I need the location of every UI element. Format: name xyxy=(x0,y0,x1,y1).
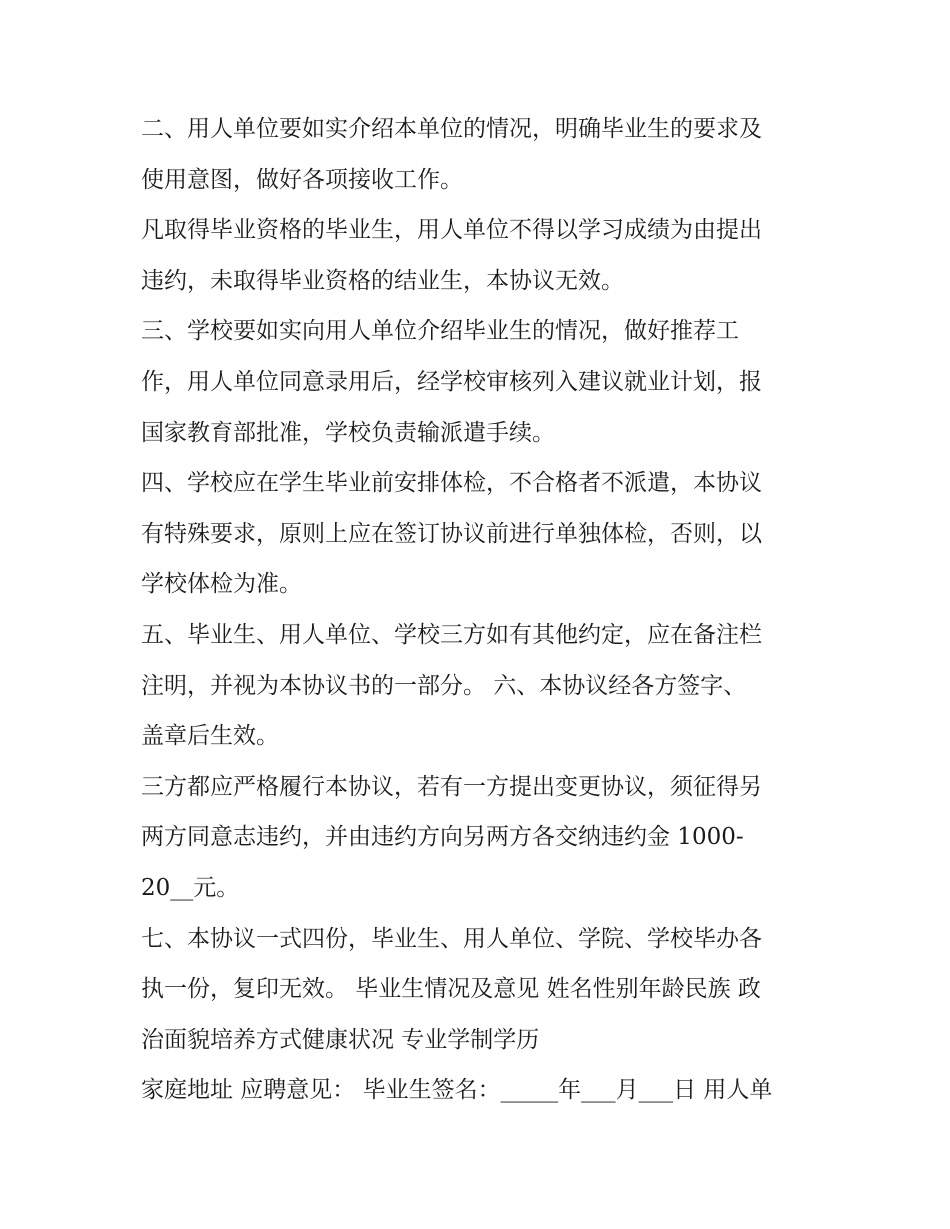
paragraph-copies-and-graduate-info xyxy=(141,914,821,1066)
text-line: 学校体检为准。 xyxy=(141,571,302,598)
text-line: 家庭地址 应聘意见： 毕业生签名：_____年___月___日 用人单 xyxy=(141,1077,773,1104)
paragraph-school-duties xyxy=(141,306,821,458)
text-line: 二、用人单位要如实介绍本单位的情况，明确毕业生的要求及 xyxy=(141,116,762,142)
paragraph-graduation-qualification xyxy=(141,205,821,306)
text-line: 五、毕业生、用人单位、学校三方如有其他约定，应在备注栏 xyxy=(141,621,762,648)
paragraph-health-check xyxy=(141,458,821,610)
paragraph-breach-penalty xyxy=(141,762,821,914)
text-line: 执一份，复印无效。 毕业生情况及意见 姓名性别年龄民族 政 xyxy=(141,976,761,1003)
text-line: 两方同意志违约，并由违约方向另两方各交纳违约金 1000- xyxy=(141,824,744,851)
text-line: 四、学校应在学生毕业前安排体检，不合格者不派遣，本协议 xyxy=(141,470,762,497)
document-body xyxy=(141,104,821,1116)
text-line: 注明，并视为本协议书的一部分。 六、本协议经各方签字、 xyxy=(141,672,747,699)
paragraph-employer-duties xyxy=(141,104,821,205)
text-line: 作，用人单位同意录用后，经学校审核列入建议就业计划，报 xyxy=(141,368,762,395)
text-line: 使用意图，做好各项接收工作。 xyxy=(141,166,463,193)
text-line: 国家教育部批准，学校负责输派遣手续。 xyxy=(141,419,555,446)
text-line: 三、学校要如实向用人单位介绍毕业生的情况，做好推荐工 xyxy=(141,318,739,345)
text-line: 治面貌培养方式健康状况 专业学制学历 xyxy=(141,1026,540,1053)
text-line: 七、本协议一式四份，毕业生、用人单位、学院、学校毕办各 xyxy=(141,925,762,952)
text-line: 违约，未取得毕业资格的结业生，本协议无效。 xyxy=(141,267,624,294)
paragraph-signature-line xyxy=(141,1065,821,1116)
text-line: 有特殊要求，原则上应在签订协议前进行单独体检，否则，以 xyxy=(141,520,762,547)
text-line: 凡取得毕业资格的毕业生，用人单位不得以学习成绩为由提出 xyxy=(141,217,762,244)
text-line: 20__元。 xyxy=(141,874,240,901)
text-line: 三方都应严格履行本协议，若有一方提出变更协议，须征得另 xyxy=(141,773,762,800)
text-line: 盖章后生效。 xyxy=(141,723,279,750)
paragraph-other-agreements xyxy=(141,610,821,762)
